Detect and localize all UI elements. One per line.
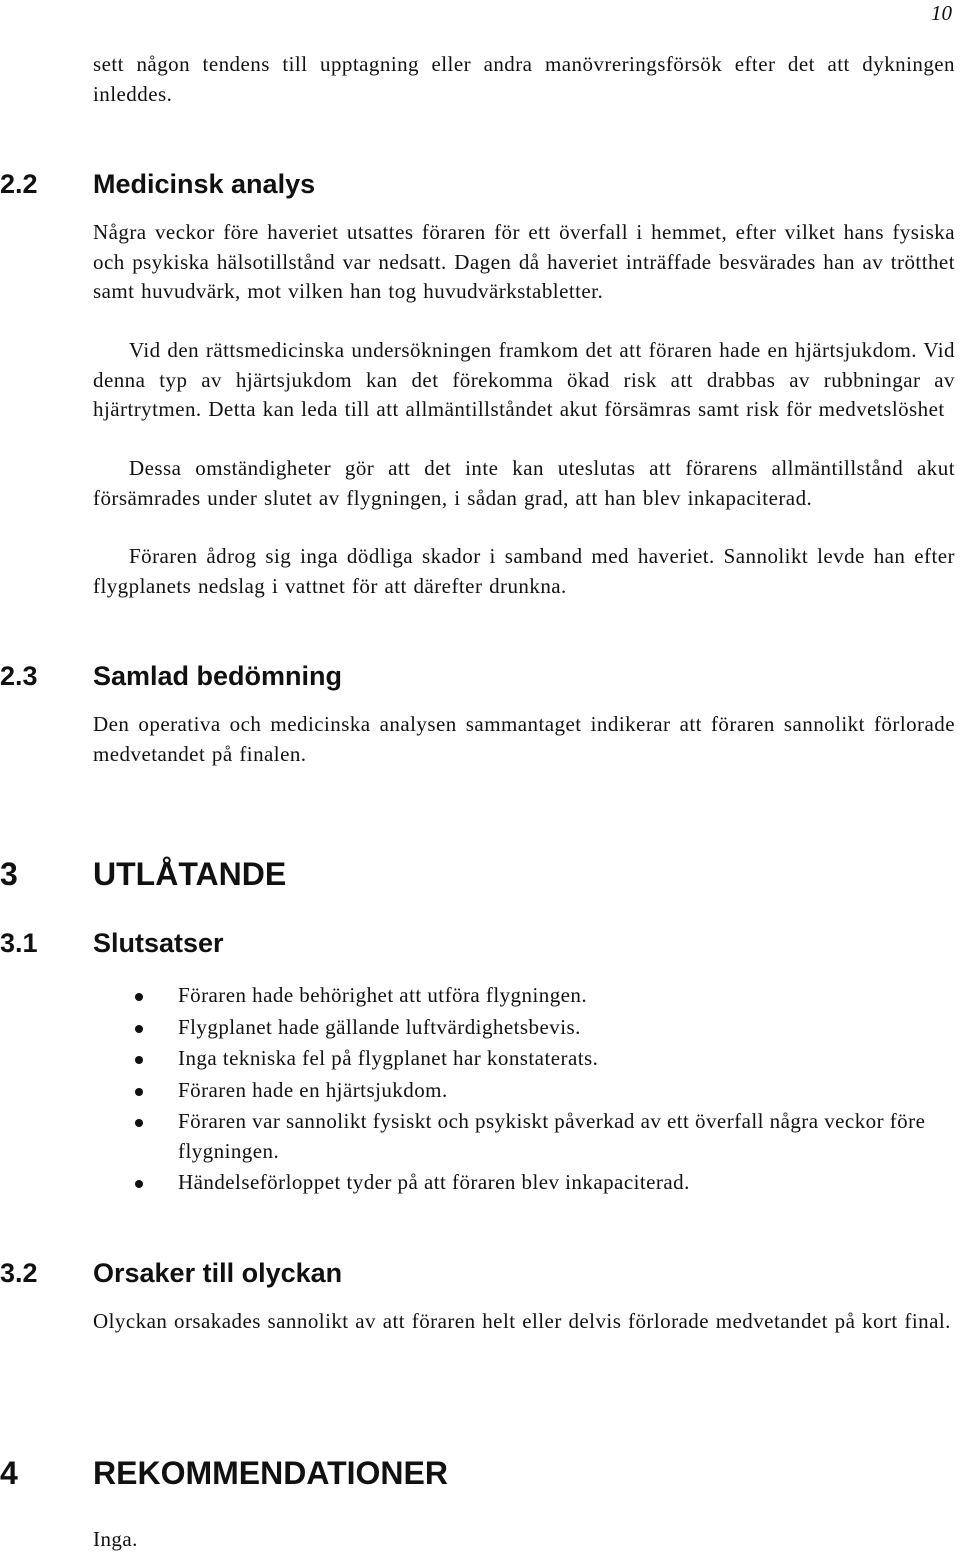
list-item (93, 981, 955, 1011)
paragraph: Vid den rättsmedicinska undersökningen framkom det att föraren hade en hjärtsjukdom. Vid denna typ av hjärtsjukdom kan det förekomma ökad risk att drabbas av rubbningar av hjärtrytmen. Detta kan leda till att allmäntillståndet akut försämras samt risk för medvetslöshet (93, 338, 955, 421)
paragraph: Dessa omständigheter gör att det inte kan uteslutas att förarens allmäntillstånd akut försämrades under slutet av flygningen, i sådan grad, att han blev inkapaciterad. (93, 456, 955, 510)
bullet-icon (135, 1180, 143, 1188)
list-item (93, 1013, 955, 1043)
list-item-text: Flygplanet hade gällande luftvärdighetsbevis. (178, 1014, 581, 1039)
paragraph: Några veckor före haveriet utsattes föraren för ett överfall i hemmet, efter vilket hans fysiska och psykiska hälsotillstånd var nedsatt. Dagen då haveriet inträffade besvärades han av trötthet samt huvudvärk, mot vilken han tog huvudvärkstabletter. (93, 220, 955, 303)
section-number: 4 (0, 1455, 18, 1491)
section-number: 2.2 (0, 169, 38, 199)
section-number: 2.3 (0, 661, 38, 691)
page-number: 10 (931, 1, 952, 25)
section-title: Slutsatser (93, 928, 224, 958)
section-heading-2-3 (0, 659, 342, 693)
paragraph: Olyckan orsakades sannolikt av att föraren helt eller delvis förlorade medvetandet på kort final. (93, 1309, 951, 1333)
list-item (93, 1044, 955, 1074)
section-heading-3-2 (0, 1256, 342, 1290)
list-item (93, 1076, 955, 1106)
section-heading-3-1 (0, 926, 224, 960)
list-item-text: Inga tekniska fel på flygplanet har konstaterats. (178, 1046, 599, 1070)
section-number: 3 (0, 856, 18, 892)
section-title: REKOMMENDATIONER (93, 1455, 448, 1491)
section-title: Samlad bedömning (93, 661, 343, 691)
intro-paragraph: sett någon tendens till upptagning eller andra manövreringsförsök efter det att dykningen inleddes. (93, 52, 955, 106)
section-title: Medicinsk analys (93, 169, 316, 199)
bullet-icon (135, 1088, 143, 1096)
list-item-text: Händelseförloppet tyder på att föraren blev inkapaciterad. (178, 1170, 690, 1194)
list-item-text: Föraren hade en hjärtsjukdom. (178, 1077, 448, 1102)
bullet-icon (135, 1025, 143, 1033)
section-heading-4 (0, 1453, 448, 1493)
section-title: Orsaker till olyckan (93, 1258, 343, 1288)
list-item (93, 1107, 955, 1166)
list-item-text: Föraren var sannolikt fysiskt och psykiskt påverkad av ett överfall några veckor före flygningen. (178, 1109, 926, 1163)
paragraph: Föraren ådrog sig inga dödliga skador i samband med haveriet. Sannolikt levde han efter flygplanets nedslag i vattnet för att därefter drunkna. (93, 544, 955, 598)
conclusions-list (93, 981, 955, 1200)
section-number: 3.1 (0, 928, 38, 958)
bullet-icon (135, 993, 143, 1001)
bullet-icon (135, 1056, 143, 1064)
paragraph: Inga. (93, 1527, 138, 1551)
section-heading-2-2 (0, 167, 315, 201)
bullet-icon (135, 1119, 143, 1127)
list-item-text: Föraren hade behörighet att utföra flygningen. (178, 983, 588, 1007)
section-number: 3.2 (0, 1258, 38, 1288)
list-item (93, 1168, 955, 1198)
section-heading-3 (0, 854, 286, 894)
paragraph: Den operativa och medicinska analysen sammantaget indikerar att föraren sannolikt förlorade medvetandet på finalen. (93, 712, 955, 766)
section-title: UTLÅTANDE (93, 856, 287, 892)
